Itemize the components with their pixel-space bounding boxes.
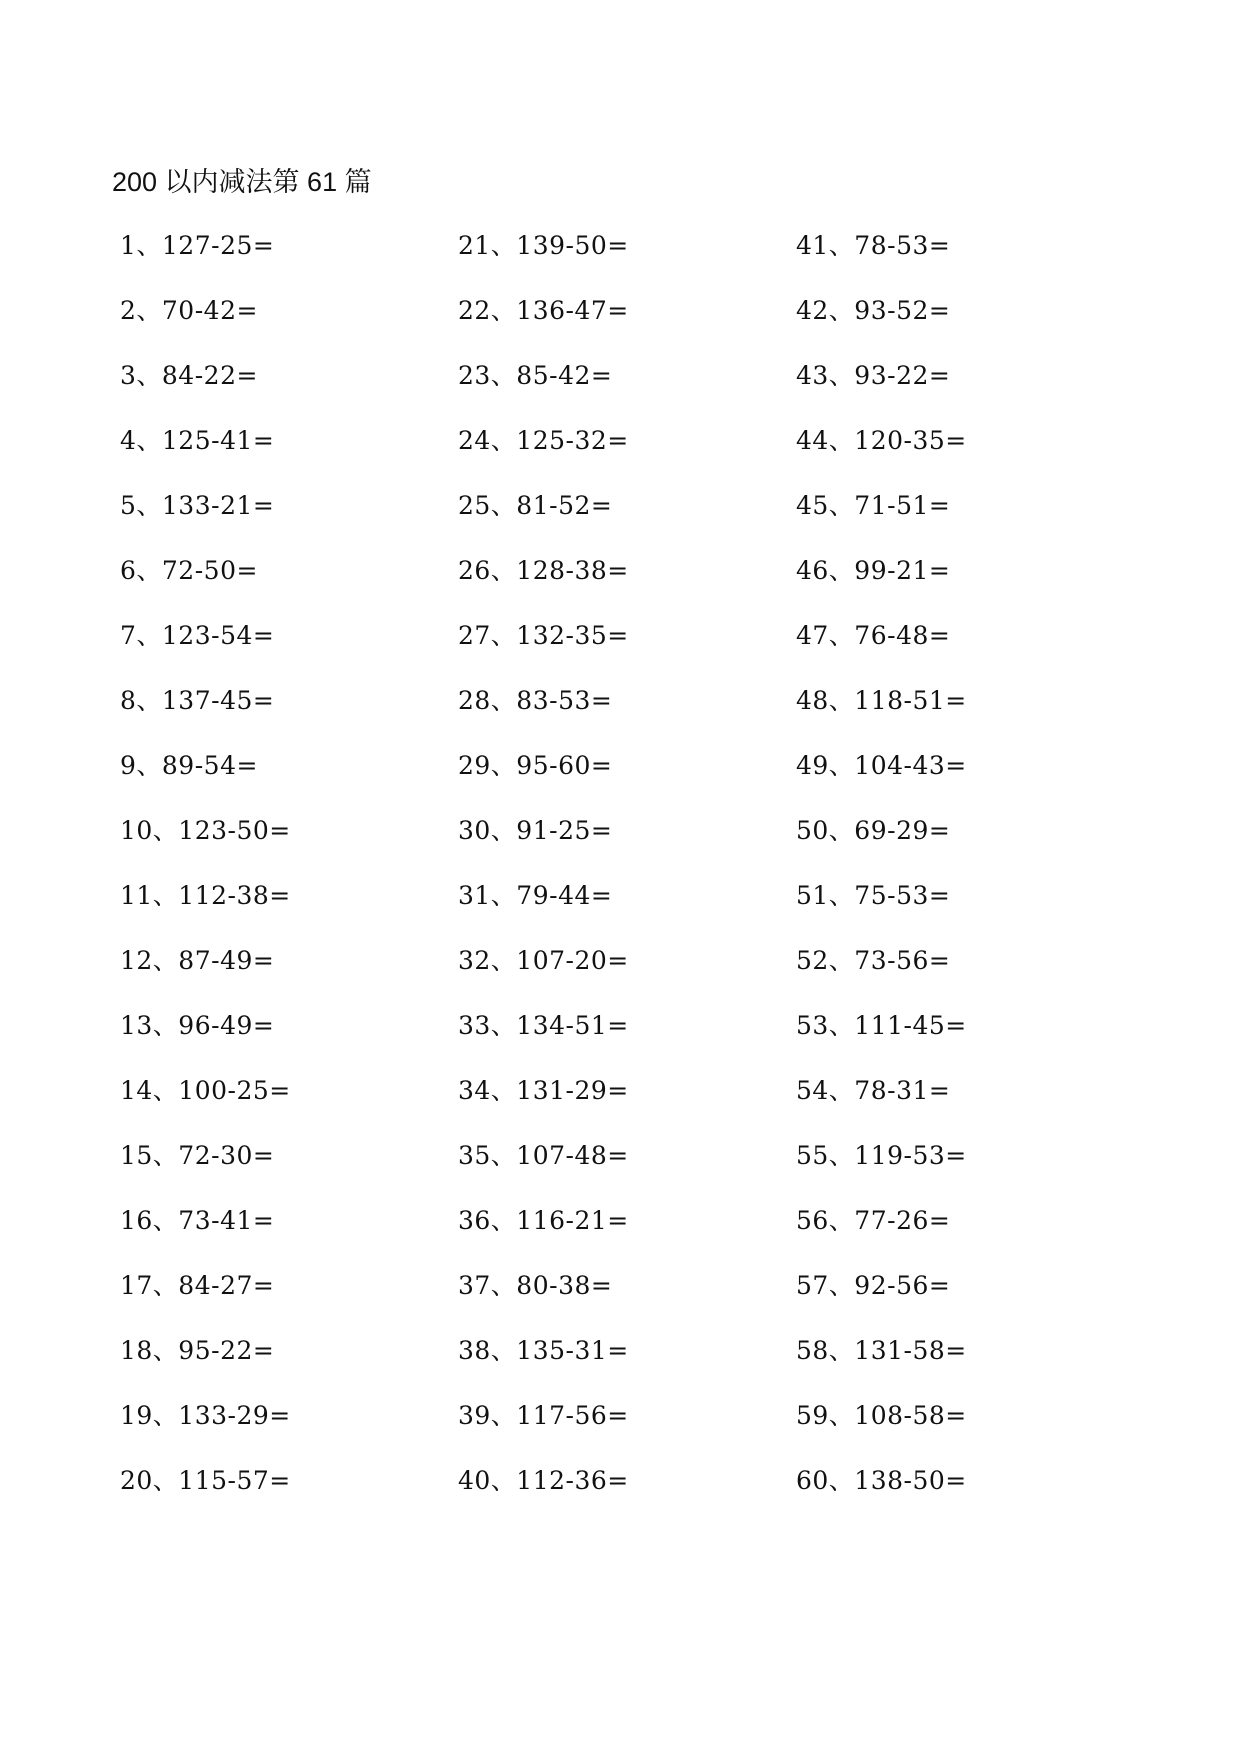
problem-item: 3、84-22= — [120, 361, 258, 390]
problem-item: 31、79-44= — [458, 881, 613, 910]
problem-item: 6、72-50= — [120, 556, 258, 585]
problem-item: 22、136-47= — [458, 296, 629, 325]
problem-item: 2、70-42= — [120, 296, 258, 325]
problem-item: 13、96-49= — [120, 1011, 275, 1040]
problem-item: 16、73-41= — [120, 1206, 275, 1235]
problem-item: 38、135-31= — [458, 1336, 629, 1365]
problem-item: 55、119-53= — [796, 1141, 967, 1170]
problem-item: 23、85-42= — [458, 361, 613, 390]
problem-item: 44、120-35= — [796, 426, 967, 455]
problem-item: 27、132-35= — [458, 621, 629, 650]
problem-item: 35、107-48= — [458, 1141, 629, 1170]
problem-item: 12、87-49= — [120, 946, 275, 975]
problem-item: 32、107-20= — [458, 946, 629, 975]
problem-item: 58、131-58= — [796, 1336, 967, 1365]
problem-item: 19、133-29= — [120, 1401, 291, 1430]
problem-item: 59、108-58= — [796, 1401, 967, 1430]
problem-item: 43、93-22= — [796, 361, 951, 390]
problem-item: 39、117-56= — [458, 1401, 629, 1430]
problem-item: 50、69-29= — [796, 816, 951, 845]
problem-item: 51、75-53= — [796, 881, 951, 910]
problem-item: 28、83-53= — [458, 686, 613, 715]
problem-item: 60、138-50= — [796, 1466, 967, 1495]
problem-item: 15、72-30= — [120, 1141, 275, 1170]
problem-item: 48、118-51= — [796, 686, 967, 715]
problem-item: 41、78-53= — [796, 231, 951, 260]
problem-item: 57、92-56= — [796, 1271, 951, 1300]
problem-item: 5、133-21= — [120, 491, 275, 520]
problem-item: 25、81-52= — [458, 491, 613, 520]
page-title: 200 以内减法第 61 篇 — [112, 167, 372, 197]
problem-item: 18、95-22= — [120, 1336, 275, 1365]
problem-item: 45、71-51= — [796, 491, 951, 520]
problem-item: 46、99-21= — [796, 556, 951, 585]
problem-item: 34、131-29= — [458, 1076, 629, 1105]
problem-item: 11、112-38= — [120, 881, 291, 910]
problem-item: 8、137-45= — [120, 686, 275, 715]
problem-grid — [120, 226, 1130, 1526]
problem-item: 56、77-26= — [796, 1206, 951, 1235]
problem-item: 29、95-60= — [458, 751, 613, 780]
problem-item: 10、123-50= — [120, 816, 291, 845]
problem-item: 17、84-27= — [120, 1271, 275, 1300]
problem-item: 52、73-56= — [796, 946, 951, 975]
problem-item: 54、78-31= — [796, 1076, 951, 1105]
problem-item: 36、116-21= — [458, 1206, 629, 1235]
problem-item: 42、93-52= — [796, 296, 951, 325]
problem-item: 49、104-43= — [796, 751, 967, 780]
problem-item: 47、76-48= — [796, 621, 951, 650]
problem-item: 33、134-51= — [458, 1011, 629, 1040]
problem-item: 1、127-25= — [120, 231, 275, 260]
problem-item: 53、111-45= — [796, 1011, 967, 1040]
problem-item: 26、128-38= — [458, 556, 629, 585]
problem-item: 40、112-36= — [458, 1466, 629, 1495]
problem-item: 21、139-50= — [458, 231, 629, 260]
problem-item: 20、115-57= — [120, 1466, 291, 1495]
problem-item: 30、91-25= — [458, 816, 613, 845]
problem-item: 9、89-54= — [120, 751, 258, 780]
problem-item: 14、100-25= — [120, 1076, 291, 1105]
problem-item: 7、123-54= — [120, 621, 275, 650]
problem-item: 4、125-41= — [120, 426, 275, 455]
problem-item: 24、125-32= — [458, 426, 629, 455]
problem-item: 37、80-38= — [458, 1271, 613, 1300]
